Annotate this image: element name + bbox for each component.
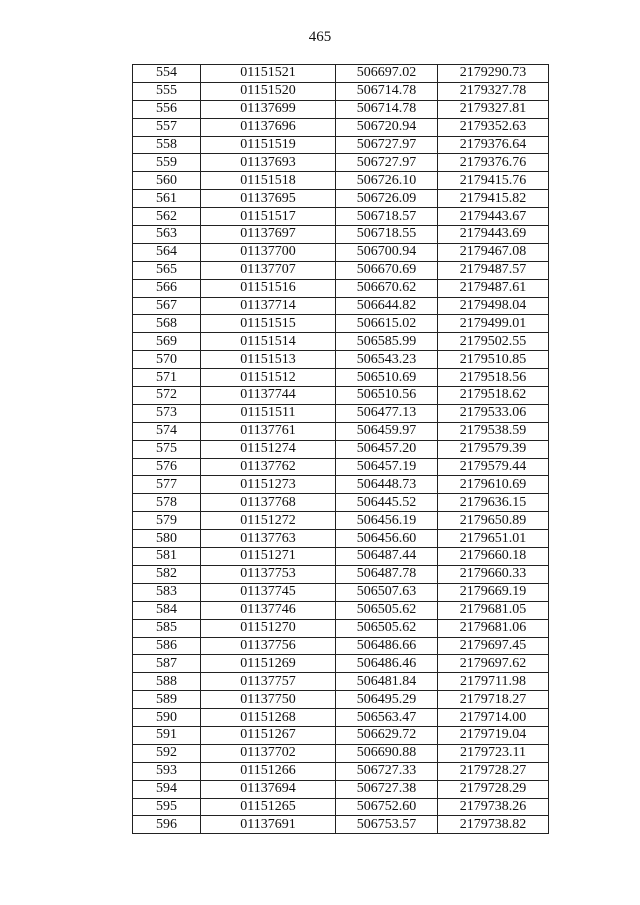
y-coordinate-cell: 2179728.29	[438, 780, 549, 798]
x-coordinate-cell: 506487.44	[336, 548, 438, 566]
point-number-cell: 569	[133, 333, 201, 351]
point-number-cell: 588	[133, 673, 201, 691]
x-coordinate-cell: 506456.19	[336, 512, 438, 530]
point-number-cell: 556	[133, 100, 201, 118]
point-number-cell: 580	[133, 530, 201, 548]
point-id-cell: 01151268	[201, 709, 336, 727]
x-coordinate-cell: 506714.78	[336, 100, 438, 118]
point-id-cell: 01151274	[201, 440, 336, 458]
point-number-cell: 581	[133, 548, 201, 566]
point-id-cell: 01151273	[201, 476, 336, 494]
point-id-cell: 01151267	[201, 726, 336, 744]
y-coordinate-cell: 2179714.00	[438, 709, 549, 727]
x-coordinate-cell: 506495.29	[336, 691, 438, 709]
point-number-cell: 564	[133, 243, 201, 261]
x-coordinate-cell: 506477.13	[336, 404, 438, 422]
y-coordinate-cell: 2179415.82	[438, 190, 549, 208]
table-row	[133, 691, 549, 709]
point-id-cell: 01137753	[201, 565, 336, 583]
table-row	[133, 65, 549, 83]
point-id-cell: 01137762	[201, 458, 336, 476]
y-coordinate-cell: 2179738.82	[438, 816, 549, 834]
point-id-cell: 01137750	[201, 691, 336, 709]
coordinates-table	[132, 64, 549, 834]
y-coordinate-cell: 2179697.45	[438, 637, 549, 655]
y-coordinate-cell: 2179650.89	[438, 512, 549, 530]
x-coordinate-cell: 506457.20	[336, 440, 438, 458]
x-coordinate-cell: 506690.88	[336, 744, 438, 762]
x-coordinate-cell: 506457.19	[336, 458, 438, 476]
point-id-cell: 01151266	[201, 762, 336, 780]
table-row	[133, 226, 549, 244]
point-id-cell: 01137699	[201, 100, 336, 118]
y-coordinate-cell: 2179579.39	[438, 440, 549, 458]
point-number-cell: 584	[133, 601, 201, 619]
y-coordinate-cell: 2179376.76	[438, 154, 549, 172]
point-id-cell: 01137691	[201, 816, 336, 834]
table-row	[133, 440, 549, 458]
point-id-cell: 01151515	[201, 315, 336, 333]
point-id-cell: 01151265	[201, 798, 336, 816]
x-coordinate-cell: 506727.97	[336, 136, 438, 154]
x-coordinate-cell: 506505.62	[336, 601, 438, 619]
point-number-cell: 573	[133, 404, 201, 422]
point-id-cell: 01137757	[201, 673, 336, 691]
point-number-cell: 579	[133, 512, 201, 530]
table-row	[133, 816, 549, 834]
x-coordinate-cell: 506510.69	[336, 369, 438, 387]
x-coordinate-cell: 506486.66	[336, 637, 438, 655]
table-row	[133, 512, 549, 530]
table-row	[133, 261, 549, 279]
point-id-cell: 01151272	[201, 512, 336, 530]
point-number-cell: 567	[133, 297, 201, 315]
x-coordinate-cell: 506456.60	[336, 530, 438, 548]
point-id-cell: 01137697	[201, 226, 336, 244]
y-coordinate-cell: 2179711.98	[438, 673, 549, 691]
y-coordinate-cell: 2179719.04	[438, 726, 549, 744]
point-id-cell: 01151519	[201, 136, 336, 154]
y-coordinate-cell: 2179610.69	[438, 476, 549, 494]
point-id-cell: 01137746	[201, 601, 336, 619]
table-row	[133, 279, 549, 297]
point-id-cell: 01151271	[201, 548, 336, 566]
y-coordinate-cell: 2179498.04	[438, 297, 549, 315]
table-row	[133, 333, 549, 351]
point-number-cell: 566	[133, 279, 201, 297]
x-coordinate-cell: 506505.62	[336, 619, 438, 637]
point-id-cell: 01151511	[201, 404, 336, 422]
point-number-cell: 586	[133, 637, 201, 655]
point-number-cell: 570	[133, 351, 201, 369]
y-coordinate-cell: 2179636.15	[438, 494, 549, 512]
x-coordinate-cell: 506727.97	[336, 154, 438, 172]
x-coordinate-cell: 506670.69	[336, 261, 438, 279]
table-row	[133, 565, 549, 583]
point-id-cell: 01151270	[201, 619, 336, 637]
table-row	[133, 422, 549, 440]
point-id-cell: 01137761	[201, 422, 336, 440]
table-row	[133, 530, 549, 548]
x-coordinate-cell: 506727.33	[336, 762, 438, 780]
y-coordinate-cell: 2179443.67	[438, 208, 549, 226]
x-coordinate-cell: 506615.02	[336, 315, 438, 333]
point-number-cell: 555	[133, 82, 201, 100]
y-coordinate-cell: 2179443.69	[438, 226, 549, 244]
point-id-cell: 01137695	[201, 190, 336, 208]
y-coordinate-cell: 2179376.64	[438, 136, 549, 154]
y-coordinate-cell: 2179327.81	[438, 100, 549, 118]
point-id-cell: 01151514	[201, 333, 336, 351]
y-coordinate-cell: 2179538.59	[438, 422, 549, 440]
x-coordinate-cell: 506507.63	[336, 583, 438, 601]
x-coordinate-cell: 506718.55	[336, 226, 438, 244]
point-id-cell: 01151517	[201, 208, 336, 226]
table-row	[133, 476, 549, 494]
y-coordinate-cell: 2179327.78	[438, 82, 549, 100]
y-coordinate-cell: 2179467.08	[438, 243, 549, 261]
table-row	[133, 100, 549, 118]
table-row	[133, 118, 549, 136]
point-number-cell: 568	[133, 315, 201, 333]
table-row	[133, 780, 549, 798]
x-coordinate-cell: 506700.94	[336, 243, 438, 261]
table-row	[133, 637, 549, 655]
point-id-cell: 01137702	[201, 744, 336, 762]
x-coordinate-cell: 506487.78	[336, 565, 438, 583]
x-coordinate-cell: 506718.57	[336, 208, 438, 226]
x-coordinate-cell: 506714.78	[336, 82, 438, 100]
point-number-cell: 575	[133, 440, 201, 458]
x-coordinate-cell: 506697.02	[336, 65, 438, 83]
point-id-cell: 01137707	[201, 261, 336, 279]
y-coordinate-cell: 2179718.27	[438, 691, 549, 709]
x-coordinate-cell: 506670.62	[336, 279, 438, 297]
point-number-cell: 587	[133, 655, 201, 673]
table-row	[133, 655, 549, 673]
point-number-cell: 560	[133, 172, 201, 190]
y-coordinate-cell: 2179487.57	[438, 261, 549, 279]
point-id-cell: 01151269	[201, 655, 336, 673]
y-coordinate-cell: 2179660.18	[438, 548, 549, 566]
point-number-cell: 590	[133, 709, 201, 727]
point-number-cell: 577	[133, 476, 201, 494]
point-number-cell: 583	[133, 583, 201, 601]
table-row	[133, 190, 549, 208]
point-number-cell: 561	[133, 190, 201, 208]
table-row	[133, 297, 549, 315]
y-coordinate-cell: 2179533.06	[438, 404, 549, 422]
y-coordinate-cell: 2179660.33	[438, 565, 549, 583]
y-coordinate-cell: 2179290.73	[438, 65, 549, 83]
x-coordinate-cell: 506727.38	[336, 780, 438, 798]
point-number-cell: 563	[133, 226, 201, 244]
y-coordinate-cell: 2179697.62	[438, 655, 549, 673]
x-coordinate-cell: 506726.10	[336, 172, 438, 190]
table-row	[133, 673, 549, 691]
point-id-cell: 01151520	[201, 82, 336, 100]
point-number-cell: 562	[133, 208, 201, 226]
point-id-cell: 01151518	[201, 172, 336, 190]
x-coordinate-cell: 506644.82	[336, 297, 438, 315]
x-coordinate-cell: 506563.47	[336, 709, 438, 727]
y-coordinate-cell: 2179738.26	[438, 798, 549, 816]
y-coordinate-cell: 2179518.56	[438, 369, 549, 387]
x-coordinate-cell: 506486.46	[336, 655, 438, 673]
point-number-cell: 589	[133, 691, 201, 709]
point-id-cell: 01137714	[201, 297, 336, 315]
table-row	[133, 709, 549, 727]
x-coordinate-cell: 506481.84	[336, 673, 438, 691]
point-number-cell: 596	[133, 816, 201, 834]
point-number-cell: 559	[133, 154, 201, 172]
point-number-cell: 576	[133, 458, 201, 476]
x-coordinate-cell: 506752.60	[336, 798, 438, 816]
table-row	[133, 315, 549, 333]
point-number-cell: 572	[133, 387, 201, 405]
table-row	[133, 601, 549, 619]
point-number-cell: 582	[133, 565, 201, 583]
point-number-cell: 585	[133, 619, 201, 637]
point-id-cell: 01151516	[201, 279, 336, 297]
y-coordinate-cell: 2179579.44	[438, 458, 549, 476]
table-row	[133, 404, 549, 422]
point-number-cell: 571	[133, 369, 201, 387]
x-coordinate-cell: 506459.97	[336, 422, 438, 440]
point-number-cell: 595	[133, 798, 201, 816]
point-number-cell: 593	[133, 762, 201, 780]
table-row	[133, 583, 549, 601]
table-row	[133, 172, 549, 190]
y-coordinate-cell: 2179723.11	[438, 744, 549, 762]
y-coordinate-cell: 2179502.55	[438, 333, 549, 351]
point-id-cell: 01137745	[201, 583, 336, 601]
x-coordinate-cell: 506629.72	[336, 726, 438, 744]
y-coordinate-cell: 2179487.61	[438, 279, 549, 297]
x-coordinate-cell: 506543.23	[336, 351, 438, 369]
y-coordinate-cell: 2179518.62	[438, 387, 549, 405]
table-row	[133, 82, 549, 100]
point-id-cell: 01137768	[201, 494, 336, 512]
y-coordinate-cell: 2179669.19	[438, 583, 549, 601]
table-row	[133, 798, 549, 816]
point-number-cell: 557	[133, 118, 201, 136]
table-row	[133, 387, 549, 405]
table-row	[133, 136, 549, 154]
y-coordinate-cell: 2179499.01	[438, 315, 549, 333]
table-row	[133, 726, 549, 744]
x-coordinate-cell: 506753.57	[336, 816, 438, 834]
x-coordinate-cell: 506720.94	[336, 118, 438, 136]
point-number-cell: 554	[133, 65, 201, 83]
table-row	[133, 154, 549, 172]
x-coordinate-cell: 506585.99	[336, 333, 438, 351]
table-row	[133, 494, 549, 512]
y-coordinate-cell: 2179510.85	[438, 351, 549, 369]
point-id-cell: 01137700	[201, 243, 336, 261]
point-number-cell: 578	[133, 494, 201, 512]
table-row	[133, 458, 549, 476]
y-coordinate-cell: 2179681.05	[438, 601, 549, 619]
x-coordinate-cell: 506448.73	[336, 476, 438, 494]
point-id-cell: 01137694	[201, 780, 336, 798]
point-id-cell: 01151513	[201, 351, 336, 369]
point-id-cell: 01137693	[201, 154, 336, 172]
point-id-cell: 01137763	[201, 530, 336, 548]
point-number-cell: 594	[133, 780, 201, 798]
table-row	[133, 351, 549, 369]
y-coordinate-cell: 2179415.76	[438, 172, 549, 190]
point-number-cell: 574	[133, 422, 201, 440]
y-coordinate-cell: 2179681.06	[438, 619, 549, 637]
point-number-cell: 558	[133, 136, 201, 154]
x-coordinate-cell: 506510.56	[336, 387, 438, 405]
point-id-cell: 01151512	[201, 369, 336, 387]
x-coordinate-cell: 506726.09	[336, 190, 438, 208]
table-row	[133, 243, 549, 261]
y-coordinate-cell: 2179651.01	[438, 530, 549, 548]
table-row	[133, 619, 549, 637]
point-id-cell: 01137744	[201, 387, 336, 405]
y-coordinate-cell: 2179728.27	[438, 762, 549, 780]
table-row	[133, 208, 549, 226]
y-coordinate-cell: 2179352.63	[438, 118, 549, 136]
table-row	[133, 744, 549, 762]
table-row	[133, 548, 549, 566]
point-id-cell: 01137696	[201, 118, 336, 136]
table-row	[133, 369, 549, 387]
point-number-cell: 591	[133, 726, 201, 744]
x-coordinate-cell: 506445.52	[336, 494, 438, 512]
table-body	[133, 65, 549, 834]
point-number-cell: 592	[133, 744, 201, 762]
page-number: 465	[308, 29, 332, 45]
point-number-cell: 565	[133, 261, 201, 279]
point-id-cell: 01151521	[201, 65, 336, 83]
point-id-cell: 01137756	[201, 637, 336, 655]
table-row	[133, 762, 549, 780]
